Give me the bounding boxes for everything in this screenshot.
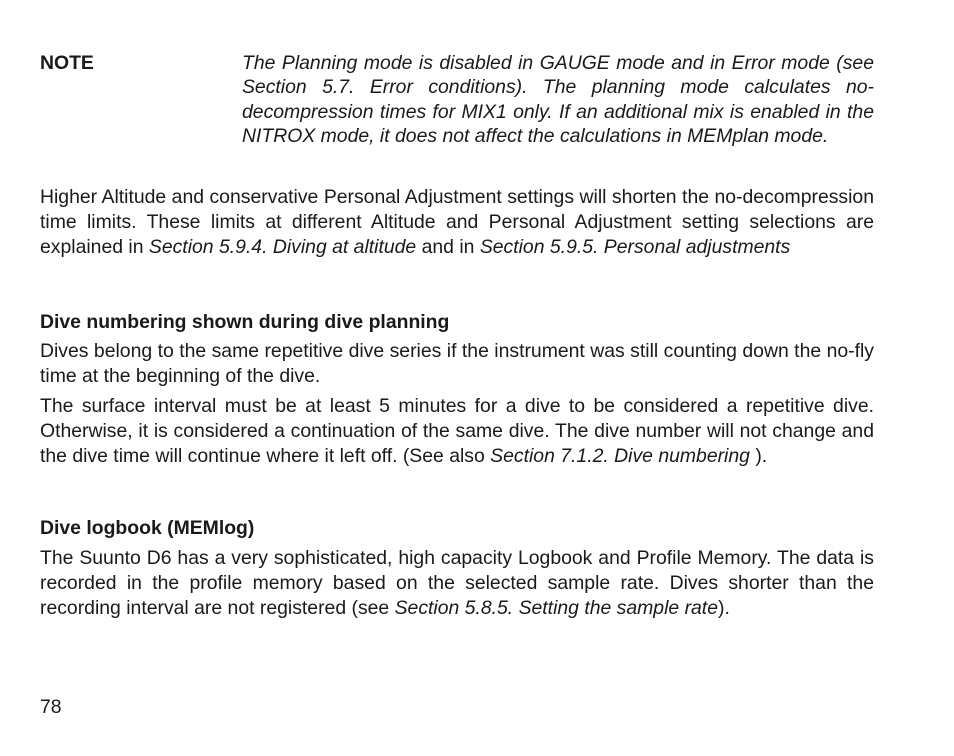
note-text: The Planning mode is disabled in GAUGE mode and in Error mode (see Section 5.7. Error conditions). The planning mode calculates no-decompression times for MIX1 only. If an additional mix is enabled in the NITROX mode, it does not affect the calculations in MEMplan mode. [242, 52, 874, 148]
personal-adjustment-section-reference: Section 5.9.5. Personal adjustments [479, 236, 791, 258]
page-number: 78 [40, 696, 62, 718]
dive-logbook-paragraph [40, 546, 874, 621]
altitude-paragraph-connector: and in [416, 236, 480, 258]
note-label: NOTE [40, 52, 94, 74]
dive-logbook-paragraph-end: ). [717, 597, 730, 619]
altitude-paragraph [40, 185, 874, 260]
altitude-paragraph-text: Higher Altitude and conservative Personal Adjustment settings will shorten the no-decompression time limits. These limits at different Altitude and Personal Adjustment setting selections are explained in [40, 186, 874, 258]
dive-numbering-paragraph-2-text: The surface interval must be at least 5 minutes for a dive to be considered a repetitive dive. Otherwise, it is considered a continuation of the same dive. The dive number will not change and the dive time will continue where it left off. (See also [40, 395, 874, 467]
dive-numbering-section-reference: Section 7.1.2. Dive numbering [490, 445, 750, 467]
dive-numbering-heading: Dive numbering shown during dive planning [40, 311, 450, 333]
altitude-section-reference: Section 5.9.4. Diving at altitude [148, 236, 417, 258]
dive-numbering-paragraph-2-end: ). [749, 445, 768, 467]
dive-numbering-paragraph-1: Dives belong to the same repetitive dive series if the instrument was still counting down the no-fly time at the beginning of the dive. [40, 340, 874, 387]
dive-logbook-heading: Dive logbook (MEMlog) [40, 517, 255, 539]
sample-rate-section-reference: Section 5.8.5. Setting the sample rate [394, 597, 718, 619]
dive-numbering-paragraph-2 [40, 394, 874, 469]
dive-logbook-paragraph-text: The Suunto D6 has a very sophisticated, high capacity Logbook and Profile Memory. The data is recorded in the profile memory based on the selected sample rate. Dives shorter than the recording interval are not registered (see [40, 547, 874, 619]
